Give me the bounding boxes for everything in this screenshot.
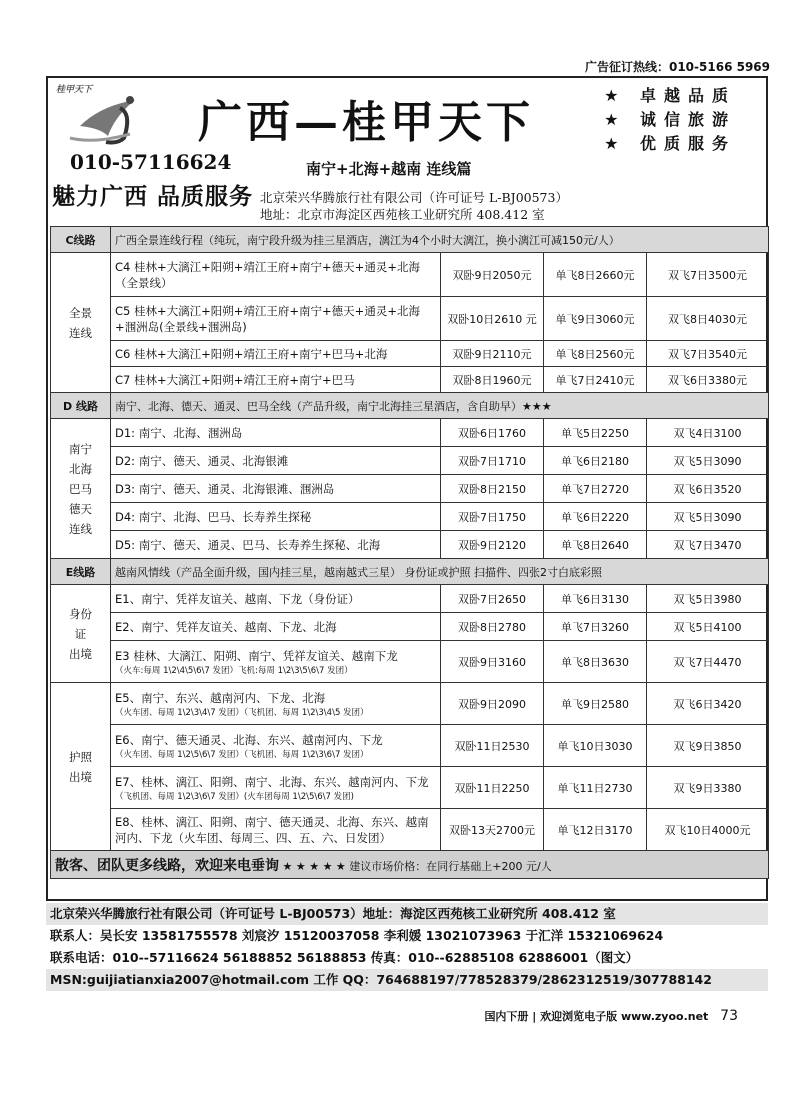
- route-name: C7 桂林+大漓江+阳朔+靖江王府+南宁+巴马: [115, 372, 355, 387]
- section-banner-row: [51, 393, 769, 419]
- routes-table: [50, 226, 769, 879]
- price-double-flight: 双飞8日4030元: [647, 297, 769, 341]
- footer-price-note: 建议市场价格：在同行基础上+200 元/人: [349, 859, 552, 873]
- route-name: D2: 南宁、德天、通灵、北海银滩: [115, 453, 289, 468]
- routes-body: [51, 227, 769, 879]
- price-single-flight: 单飞10日3030: [544, 725, 647, 767]
- price-double-flight: 双飞5日3090: [647, 447, 769, 475]
- contact-online: MSN:guijiatianxia2007@hotmail.com 工作 QQ：764688197/778528379/2862312519/307788142: [46, 969, 768, 991]
- route-desc: [111, 641, 441, 683]
- route-desc: [111, 613, 441, 641]
- price-sleeper: 双卧8日2150: [441, 475, 544, 503]
- section-label: 护照 出境: [51, 683, 111, 851]
- contact-phones: 联系电话：010--57116624 56188852 56188853 传真：010--62885108 62886001（图文）: [50, 950, 639, 965]
- price-sleeper: 双卧11日2250: [441, 767, 544, 809]
- price-single-flight: 单飞8日3630: [544, 641, 647, 683]
- route-desc: [111, 341, 441, 367]
- route-row: [51, 585, 769, 613]
- route-name: C4 桂林+大漓江+阳朔+靖江王府+南宁+德天+通灵+北海（全景线）: [115, 259, 420, 290]
- route-desc: [111, 809, 441, 851]
- ad-hotline: 广告征订热线：010-5166 5969: [584, 60, 770, 74]
- price-single-flight: 单飞11日2730: [544, 767, 647, 809]
- section-banner-row: [51, 559, 769, 585]
- route-desc: [111, 297, 441, 341]
- logo-text: 桂甲天下: [56, 85, 93, 95]
- section-code: E线路: [51, 559, 111, 585]
- price-single-flight: 单飞9日3060元: [544, 297, 647, 341]
- route-row: [51, 297, 769, 341]
- section-banner-row: [51, 227, 769, 253]
- price-single-flight: 单飞7日2720: [544, 475, 647, 503]
- price-single-flight: 单飞8日2640: [544, 531, 647, 559]
- route-row: [51, 641, 769, 683]
- route-row: [51, 419, 769, 447]
- price-double-flight: 双飞5日3980: [647, 585, 769, 613]
- price-sleeper: 双卧10日2610 元: [441, 297, 544, 341]
- route-row: [51, 613, 769, 641]
- price-sleeper: 双卧7日1710: [441, 447, 544, 475]
- route-name: E1、南宁、凭祥友谊关、越南、下龙（身份证）: [115, 591, 360, 606]
- price-sleeper: 双卧8日1960元: [441, 367, 544, 393]
- contact-people: 联系人：吴长安 13581755578 刘宸汐 15120037058 李利媛 13021073963 于汇洋 15321069624: [50, 928, 664, 943]
- route-name: D3: 南宁、德天、通灵、北海银滩、涠洲岛: [115, 481, 335, 496]
- section-label: 身份 证 出境: [51, 585, 111, 683]
- company-name: 北京荣兴华腾旅行社有限公司（许可证号 L-BJ00573）: [260, 190, 568, 205]
- price-double-flight: 双飞7日4470: [647, 641, 769, 683]
- slogan-item: ★ 卓越品质: [604, 86, 736, 105]
- price-sleeper: 双卧9日2050元: [441, 253, 544, 297]
- route-row: [51, 531, 769, 559]
- advert-subtitle: 南宁+北海+越南 连线篇: [306, 160, 472, 178]
- route-row: [51, 725, 769, 767]
- route-name: E8、桂林、漓江、阳朔、南宁、德天通灵、北海、东兴、越南河内、下龙（火车团、每周三、四、五、六、日发团）: [115, 814, 429, 845]
- price-single-flight: 单飞6日3130: [544, 585, 647, 613]
- route-name: E7、桂林、漓江、阳朔、南宁、北海、东兴、越南河内、下龙: [115, 774, 429, 789]
- advert-title: 广西—桂甲天下: [198, 97, 534, 148]
- footer-inquiry: 散客、团队更多线路，欢迎来电垂询: [55, 857, 279, 874]
- page-footer: [484, 1008, 738, 1024]
- route-desc: [111, 447, 441, 475]
- section-banner: 广西全景连线行程（纯玩，南宁段升级为挂三星酒店，漓江为4个小时大漓江，换小漓江可减150元/人）: [111, 227, 769, 253]
- footer-cell: [51, 851, 769, 879]
- route-row: [51, 253, 769, 297]
- route-schedule: （火车团、每周 1\2\5\6\7 发团）（飞机团、每周 1\2\3\6\7 发团）: [115, 749, 369, 760]
- company-address: 地址：北京市海淀区西苑核工业研究所 408.412 室: [260, 207, 545, 222]
- price-double-flight: 双飞9日3850: [647, 725, 769, 767]
- route-desc: [111, 767, 441, 809]
- route-row: [51, 367, 769, 393]
- price-single-flight: 单飞12日3170: [544, 809, 647, 851]
- company-logo: [60, 86, 155, 146]
- price-double-flight: 双飞6日3520: [647, 475, 769, 503]
- price-single-flight: 单飞6日2220: [544, 503, 647, 531]
- price-single-flight: 单飞9日2580: [544, 683, 647, 725]
- route-name: E6、南宁、德天通灵、北海、东兴、越南河内、下龙: [115, 732, 383, 747]
- route-desc: [111, 531, 441, 559]
- section-code: D 线路: [51, 393, 111, 419]
- main-phone: 010-57116624: [70, 150, 232, 174]
- price-sleeper: 双卧7日2650: [441, 585, 544, 613]
- price-sleeper: 双卧9日2110元: [441, 341, 544, 367]
- slogan-item: ★ 诚信旅游: [604, 110, 736, 129]
- route-desc: [111, 725, 441, 767]
- route-row: [51, 341, 769, 367]
- advert-header: [48, 78, 766, 228]
- price-sleeper: 双卧9日2120: [441, 531, 544, 559]
- price-sleeper: 双卧11日2530: [441, 725, 544, 767]
- route-desc: [111, 419, 441, 447]
- route-row: [51, 447, 769, 475]
- route-row: [51, 683, 769, 725]
- route-desc: [111, 253, 441, 297]
- route-name: D1: 南宁、北海、涠洲岛: [115, 425, 243, 440]
- price-single-flight: 单飞6日2180: [544, 447, 647, 475]
- route-schedule: （飞机团、每周 1\2\3\6\7 发团）(火车团每周 1\2\5\6\7 发团): [115, 791, 354, 802]
- slogan-item: ★ 优质服务: [604, 134, 736, 153]
- route-desc: [111, 585, 441, 613]
- route-name: E5、南宁、东兴、越南河内、下龙、北海: [115, 690, 326, 705]
- section-code: C线路: [51, 227, 111, 253]
- slogan-list: [604, 84, 736, 156]
- route-name: D4: 南宁、北海、巴马、长寿养生探秘: [115, 509, 312, 524]
- price-double-flight: 双飞7日3500元: [647, 253, 769, 297]
- section-label: 全景 连线: [51, 253, 111, 393]
- route-name: D5: 南宁、德天、通灵、巴马、长寿养生探秘、北海: [115, 537, 381, 552]
- route-schedule: （火车团、每周 1\2\3\4\7 发团）（飞机团、每周 1\2\3\4\5 发团）: [115, 707, 369, 718]
- price-double-flight: 双飞7日3540元: [647, 341, 769, 367]
- price-double-flight: 双飞9日3380: [647, 767, 769, 809]
- price-sleeper: 双卧9日3160: [441, 641, 544, 683]
- route-desc: [111, 683, 441, 725]
- page-number: 73: [720, 1008, 738, 1024]
- price-single-flight: 单飞7日2410元: [544, 367, 647, 393]
- route-name: C6 桂林+大漓江+阳朔+靖江王府+南宁+巴马+北海: [115, 346, 388, 361]
- section-banner: 越南风情线（产品全面升级，国内挂三星，越南越式三星） 身份证或护照 扫描件、四张2寸白底彩照: [111, 559, 769, 585]
- route-name: E2、南宁、凭祥友谊关、越南、下龙、北海: [115, 619, 337, 634]
- price-single-flight: 单飞8日2560元: [544, 341, 647, 367]
- price-double-flight: 双飞5日3090: [647, 503, 769, 531]
- price-single-flight: 单飞7日3260: [544, 613, 647, 641]
- route-row: [51, 767, 769, 809]
- price-double-flight: 双飞6日3380元: [647, 367, 769, 393]
- footer-text: 国内下册 | 欢迎浏览电子版 www.zyoo.net: [484, 1010, 709, 1023]
- price-double-flight: 双飞6日3420: [647, 683, 769, 725]
- route-desc: [111, 367, 441, 393]
- contact-company: 北京荣兴华腾旅行社有限公司（许可证号 L-BJ00573）地址：海淀区西苑核工业研究所 408.412 室: [46, 903, 768, 925]
- route-row: [51, 809, 769, 851]
- advert-frame: [46, 76, 768, 901]
- section-banner: 南宁、北海、德天、通灵、巴马全线（产品升级，南宁北海挂三星酒店，含自助早）★★★: [111, 393, 769, 419]
- price-single-flight: 单飞5日2250: [544, 419, 647, 447]
- footer-row: [51, 851, 769, 879]
- route-schedule: （火车:每周 1\2\4\5\6\7 发团）飞机:每周 1\2\3\5\6\7 发团）: [115, 665, 353, 676]
- charm-slogan: 魅力广西 品质服务: [52, 183, 254, 210]
- section-label: 南宁 北海 巴马 德天 连线: [51, 419, 111, 559]
- price-sleeper: 双卧7日1750: [441, 503, 544, 531]
- route-desc: [111, 503, 441, 531]
- price-sleeper: 双卧8日2780: [441, 613, 544, 641]
- price-sleeper: 双卧9日2090: [441, 683, 544, 725]
- route-name: C5 桂林+大漓江+阳朔+靖江王府+南宁+德天+通灵+北海+涠洲岛(全景线+涠洲岛): [115, 303, 420, 334]
- route-name: E3 桂林、大漓江、阳朔、南宁、凭祥友谊关、越南下龙: [115, 648, 398, 663]
- price-double-flight: 双飞4日3100: [647, 419, 769, 447]
- price-sleeper: 双卧13天2700元: [441, 809, 544, 851]
- price-double-flight: 双飞10日4000元: [647, 809, 769, 851]
- price-double-flight: 双飞7日3470: [647, 531, 769, 559]
- route-desc: [111, 475, 441, 503]
- footer-stars: ★ ★ ★ ★ ★: [279, 859, 350, 873]
- price-sleeper: 双卧6日1760: [441, 419, 544, 447]
- route-row: [51, 475, 769, 503]
- price-double-flight: 双飞5日4100: [647, 613, 769, 641]
- contact-block: [46, 903, 768, 991]
- price-single-flight: 单飞8日2660元: [544, 253, 647, 297]
- route-row: [51, 503, 769, 531]
